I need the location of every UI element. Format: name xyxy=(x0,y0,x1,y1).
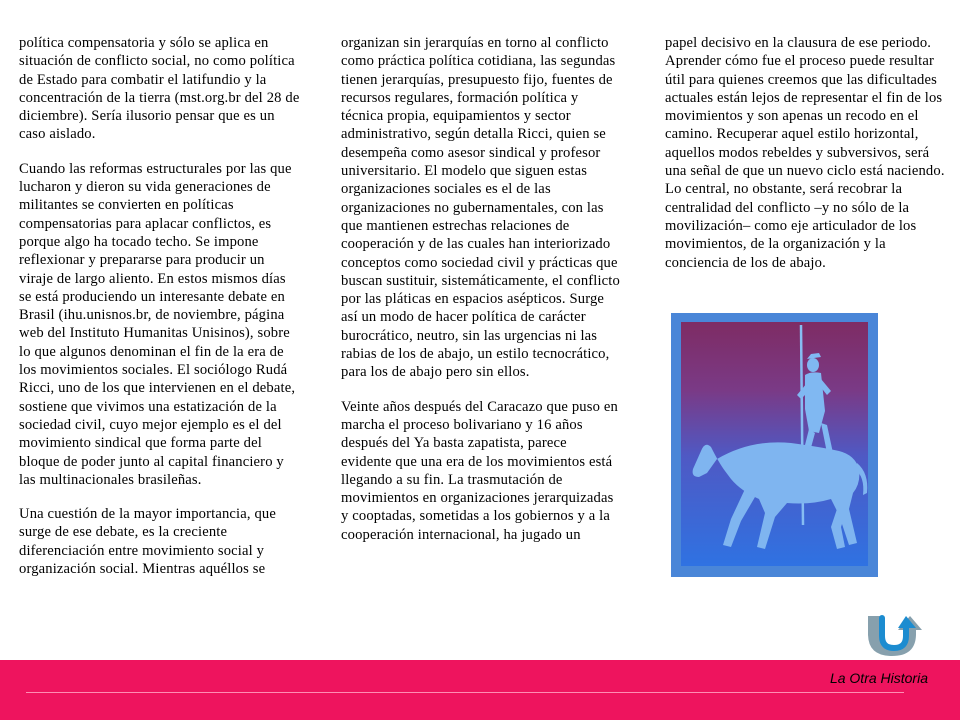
quijote-figure-image xyxy=(671,313,878,577)
quijote-illustration xyxy=(671,313,878,577)
footer-rule xyxy=(26,692,904,693)
text-column-1 xyxy=(19,34,301,594)
u-turn-arrows-icon[interactable] xyxy=(858,612,930,658)
paragraph: Veinte años después del Caracazo que puso en marcha el proceso bolivariano y 16 años después del Ya basta zapatista, parece evidente que una era de los movimientos está llegando a su fin. La trasmutación de movimientos en organizaciones jerarquizadas y cooptadas, sometidas a los gobiernos y a la cooperación internacional, ha jugado un xyxy=(341,398,618,543)
text-column-2 xyxy=(341,34,621,560)
paragraph: Una cuestión de la mayor importancia, que surge de ese debate, es la creciente diferenciación entre movimiento social y organización social. Mientras aquéllos se xyxy=(19,506,276,578)
text-column-3 xyxy=(665,34,945,288)
paragraph: Cuando las reformas estructurales por las que lucharon y dieron su vida generaciones de militantes se convierten en políticas compensatorias para aplacar conflictos, es porque algo ha tocado techo. Se impone reflexionar y prepararse para producir un viraje de largo aliento. En estos mismos días se está produciendo un interesante debate en Brasil (ihu.unisnos.br, de noviembre, página web del Instituto Humanitas Unisinos), sobre lo que algunos denominan el fin de la era de los movimientos sociales. El sociólogo Rudá Ricci, uno de los que intervienen en el debate, sostiene que vivimos una estatización de la sociedad civil, cuyo mejor ejemplo es el del movimiento sindical que forma parte del bloque de poder junto al capital financiero y las multinacionales brasileñas. xyxy=(19,160,296,488)
footer-bar xyxy=(0,660,960,720)
footer-title: La Otra Historia xyxy=(829,670,928,686)
paragraph: papel decisivo en la clausura de ese periodo. Aprender cómo fue el proceso puede resultar útil para quienes creemos que las dificultades actuales están lejos de representar el fin de los movimientos y son apenas un recodo en el camino. Recuperar aquel estilo horizontal, aquellos modos rebeldes y subversivos, será una señal de que un nuevo ciclo está naciendo. Lo central, no obstante, será recobrar la centralidad del conflicto –y no sólo de la movilización– como eje articulador de los movimientos, de la organización y la conciencia de los de abajo. xyxy=(665,35,945,271)
paragraph: política compensatoria y sólo se aplica en situación de conflicto social, no como política de Estado para combatir el latifundio y la concentración de la tierra (mst.org.br del 28 de diciembre). Sería ilusorio pensar que es un caso aislado. xyxy=(19,35,300,143)
paragraph: organizan sin jerarquías en torno al conflicto como práctica política cotidiana, las segundas tienen jerarquías, presupuesto fijo, fuentes de recursos regulares, formación política y técnica propia, equipamientos y sector administrativo, según detalla Ricci, quien se desempeña como asesor sindical y profesor universitario. El modelo que siguen estas organizaciones sociales es el de las organizaciones no gubernamentales, con las que mantienen estrechas relaciones de cooperación y de las cuales han interiorizado conceptos como sociedad civil y prácticas que buscan sustituir, sistemáticamente, el conflicto por las pláticas en espacios asépticos. Surge así un modo de hacer política de carácter burocrático, neutro, sin las urgencias ni las rabias de los de abajo, un estilo tecnocrático, para los de abajo pero sin ellos. xyxy=(341,35,620,381)
